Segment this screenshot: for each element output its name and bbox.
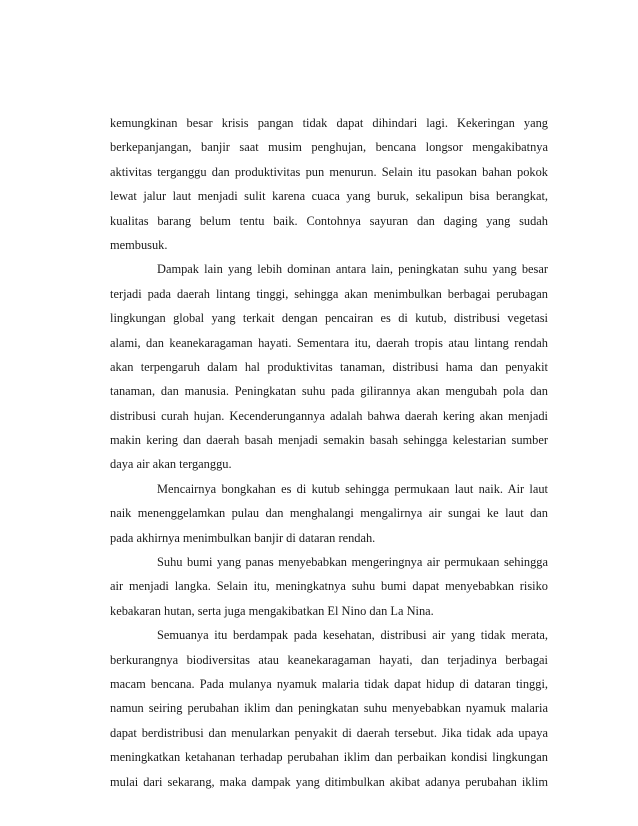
text-line: kebakaran hutan, serta juga mengakibatkan El Nino dan La Nina. [110,603,434,618]
document-body [110,111,548,794]
text-line: Dampak lain yang lebih dominan antara lain, peningkatan suhu yang besar [157,262,548,277]
text-line: namun seiring perubahan iklim dan peningkatan suhu menyebabkan nyamuk malaria [110,701,548,716]
paragraph [110,477,548,550]
text-line: meningkatkan ketahanan terhadap perubahan iklim dan perbaikan kondisi lingkungan [110,750,548,765]
paragraph [110,111,548,257]
text-line: distribusi curah hujan. Kecenderungannya adalah bahwa daerah kering akan menjadi [110,408,548,423]
paragraph [110,550,548,623]
text-line: kualitas barang belum tentu baik. Contohnya sayuran dan daging yang sudah [110,213,548,228]
text-line: tanaman, dan manusia. Peningkatan suhu pada gilirannya akan mengubah pola dan [110,384,548,399]
text-line: makin kering dan daerah basah menjadi semakin basah sehingga kelestarian sumber [110,433,548,448]
text-line: air menjadi langka. Selain itu, meningkatnya suhu bumi dapat menyebabkan risiko [110,579,548,594]
text-line: macam bencana. Pada mulanya nyamuk malaria tidak dapat hidup di dataran tinggi, [110,676,548,691]
text-line: aktivitas terganggu dan produktivitas pun menurun. Selain itu pasokan bahan pokok [110,164,548,179]
text-line: terjadi pada daerah lintang tinggi, sehingga akan menimbulkan berbagai perubagan [110,286,548,301]
text-line: Suhu bumi yang panas menyebabkan mengeringnya air permukaan sehingga [157,555,548,570]
text-line: daya air akan terganggu. [110,457,232,472]
text-line: berkepanjangan, banjir saat musim penghujan, bencana longsor mengakibatnya [110,140,548,155]
text-line: alami, dan keanekaragaman hayati. Sementara itu, daerah tropis atau lintang rendah [110,335,548,350]
text-line: mulai dari sekarang, maka dampak yang ditimbulkan akibat adanya perubahan iklim [110,774,548,789]
text-line: berkurangnya biodiversitas atau keanekaragaman hayati, dan terjadinya berbagai [110,652,548,667]
text-line: Semuanya itu berdampak pada kesehatan, distribusi air yang tidak merata, [157,628,548,643]
text-line: pada akhirnya menimbulkan banjir di dataran rendah. [110,530,376,545]
text-line: lingkungan global yang terkait dengan pencairan es di kutub, distribusi vegetasi [110,311,548,326]
text-line: membusuk. [110,237,168,252]
text-line: Mencairnya bongkahan es di kutub sehingga permukaan laut naik. Air laut [157,481,548,496]
text-line: dapat berdistribusi dan menularkan penyakit di daerah tersebut. Jika tidak ada upaya [110,725,548,740]
text-line: akan terpengaruh dalam hal produktivitas tanaman, distribusi hama dan penyakit [110,359,548,374]
paragraph [110,257,548,477]
paragraph [110,623,548,794]
text-line: lewat jalur laut menjadi sulit karena cuaca yang buruk, sekalipun bisa berangkat, [110,189,548,204]
text-line: kemungkinan besar krisis pangan tidak dapat dihindari lagi. Kekeringan yang [110,116,548,130]
text-line: naik menenggelamkan pulau dan menghalangi mengalirnya air sungai ke laut dan [110,506,548,521]
